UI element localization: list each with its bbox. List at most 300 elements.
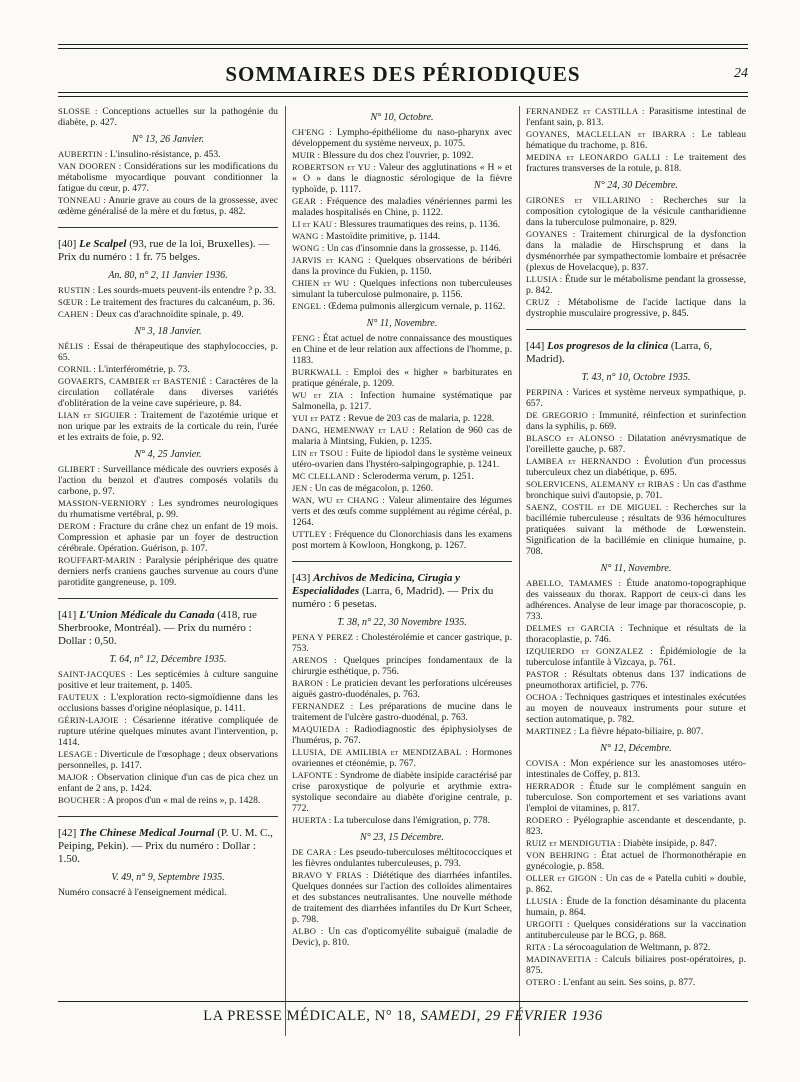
journal-name: The Chinese Medical Journal <box>79 827 215 839</box>
article-author: CHIEN et WU : <box>292 278 356 288</box>
issue-heading: N° 10, Octobre. <box>370 112 434 123</box>
article-title: L'insulino-résistance, p. 453. <box>109 149 221 160</box>
article-title: Parasitisme intestinal de l'enfant sain, p. 813. <box>526 106 746 128</box>
article-entry <box>526 669 746 691</box>
article-title: Les septicémies à culture sanguine positive et leur traitement, p. 1405. <box>58 669 278 691</box>
article-title: Traitement chirurgical de la dysfonction dans la maladie de Hirschsprung et dans la dysménorrhée par sympathectomie lombaire et présacrée (plexus de Hovelacque), p. 837. <box>526 229 746 273</box>
article-entry <box>292 367 512 389</box>
journal-info: (P. U. M. C., Peiping, Pekin). — Prix du numéro : Dollar : 1.50. <box>58 827 273 865</box>
article-entry <box>526 919 746 941</box>
article-author: WU et ZIA : <box>292 390 354 400</box>
article-entry <box>292 219 512 230</box>
article-author: LIAN et SIGUIER : <box>58 410 137 420</box>
article-entry <box>292 255 512 277</box>
article-entry <box>292 231 512 242</box>
article-title: Anurie grave au cours de la grossesse, avec œdème généralisé de la mère et du fœtus, p. 482. <box>58 195 278 217</box>
footer-day: SAMEDI, <box>420 1008 481 1024</box>
journal-number: [44] <box>526 340 545 352</box>
article-author: WANG : <box>292 231 324 241</box>
article-author: MASSION-VERNIORY : <box>58 498 154 508</box>
article-author: GLIBERT : <box>58 464 101 474</box>
article-author: LLUSIA, DE AMILIBIA et MENDIZABAL : <box>292 747 468 757</box>
article-author: RUIZ et MENDIGUTIA : <box>526 838 621 848</box>
journal-heading <box>58 238 278 264</box>
article-title: Un cas d'asthme bronchique suivi d'autopsie, p. 701. <box>526 479 746 501</box>
article-entry <box>292 150 512 161</box>
article-author: SAENZ, COSTIL et DE MIGUEL : <box>526 502 669 512</box>
article-author: RITA : <box>526 942 551 952</box>
article-entry <box>292 655 512 677</box>
article-author: GOVAERTS, CAMBIER et BASTENIÉ : <box>58 376 213 386</box>
article-author: ROUFFART-MARIN : <box>58 555 142 565</box>
article-author: LAMBEA et HERNANDO : <box>526 456 639 466</box>
journal-name: Le Scalpel <box>79 238 127 250</box>
article-title: Les préparations de mucine dans le traitement de l'ulcère gastro-duodénal, p. 763. <box>292 701 512 723</box>
article-entry <box>526 726 746 737</box>
article-entry <box>526 815 746 837</box>
article-entry <box>58 498 278 520</box>
article-author: SOLERVICENS, ALEMANY et RIBAS : <box>526 479 680 489</box>
article-title: Relation de 960 cas de malaria à Mintsing, Fukien, p. 1235. <box>292 425 512 447</box>
section-divider <box>58 598 278 599</box>
article-title: Blessures traumatiques des reins, p. 1136. <box>339 219 501 230</box>
article-entry <box>292 471 512 482</box>
column-3 <box>526 106 746 1036</box>
article-title: Scleroderma verum, p. 1251. <box>362 471 474 482</box>
article-entry <box>292 747 512 769</box>
article-author: BRAVO Y FRIAS : <box>292 870 369 880</box>
article-author: DE GREGORIO : <box>526 410 595 420</box>
article-author: FERNANDEZ et CASTILLA : <box>526 106 645 116</box>
article-title: Mastoïdite primitive, p. 1144. <box>325 231 441 242</box>
issue-heading: N° 24, 30 Décembre. <box>594 180 678 191</box>
article-author: BARON : <box>292 678 329 688</box>
article-entry <box>526 297 746 319</box>
article-title: Conceptions actuelles sur la pathogénie du diabète, p. 427. <box>58 106 278 128</box>
article-entry <box>292 495 512 528</box>
article-author: TONNEAU : <box>58 195 107 205</box>
article-entry <box>58 376 278 409</box>
article-entry <box>58 887 278 898</box>
article-author: LLUSIA : <box>526 274 563 284</box>
article-author: GEAR : <box>292 196 323 206</box>
issue-heading: N° 11, Novembre. <box>366 318 438 329</box>
article-title: Traitement de l'azotémie urique et non urique par les extraits de la corticale du rein, l'urée et les extraits de foie, p. 92. <box>58 410 278 443</box>
article-title: Un cas de « Patella cubiti » double, p. 862. <box>526 873 746 895</box>
article-entry <box>292 632 512 654</box>
article-title: Observation clinique d'un cas de pica chez un enfant de 2 ans, p. 1424. <box>58 772 278 794</box>
article-title: Les pseudo-tuberculoses méltitococciques et les fièvres ondulantes tuberculeuses, p. 793. <box>292 847 512 869</box>
article-title: Le tableau hématique du trachome, p. 816. <box>526 129 746 151</box>
footer-issue: N° 18, <box>374 1008 417 1024</box>
article-entry <box>58 772 278 794</box>
issue-heading: V. 49, n° 9, Septembre 1935. <box>111 872 225 883</box>
journal-name: L'Union Médicale du Canada <box>79 609 215 621</box>
journal-number: [41] <box>58 609 77 621</box>
article-entry <box>526 942 746 953</box>
article-title: Syndrome de diabète insipide caractérisé par crise paroxystique de polyurie et arythmie extra-systolique secondaire au diabète d'origine centrale, p. 772. <box>292 770 512 814</box>
article-author: CAHEN : <box>58 309 94 319</box>
article-title: Valeur alimentaire des légumes verts et des œufs comme supplément au régime céréal, p. 1264. <box>292 495 512 528</box>
article-author: LAFONTE : <box>292 770 338 780</box>
article-title: Emploi des « higher » barbiturates en pratique générale, p. 1209. <box>292 367 512 389</box>
article-title: Le praticien devant les perforations ulcéreuses aiguës gastro-duodénales, p. 763. <box>292 678 512 700</box>
article-entry <box>526 229 746 273</box>
article-author: LIN et TSOU : <box>292 448 349 458</box>
article-entry <box>292 243 512 254</box>
article-title: Étude sur le complément sanguin en tuberculose. Son comportement et ses variations avant l'emploi de vitamines, p. 817. <box>526 781 746 814</box>
article-author: MAJOR : <box>58 772 94 782</box>
journal-heading <box>58 827 278 866</box>
article-author: LESAGE : <box>58 749 98 759</box>
article-author: DEROM : <box>58 521 96 531</box>
article-author: SŒUR : <box>58 297 89 307</box>
article-entry <box>292 770 512 814</box>
article-entry <box>292 815 512 826</box>
article-entry <box>526 106 746 128</box>
issue-heading: N° 12, Décembre. <box>600 743 672 754</box>
article-author: VON BEHRING : <box>526 850 597 860</box>
article-title: Infection humaine systématique par Salmonella, p. 1217. <box>292 390 512 412</box>
article-author: LI et KAU : <box>292 219 338 229</box>
article-entry <box>58 715 278 748</box>
article-author: UTTLEY : <box>292 529 332 539</box>
article-author: CH'ENG : <box>292 127 332 137</box>
article-title: Les syndromes neurologiques du rhumatisme vertébral, p. 99. <box>58 498 278 520</box>
article-author: HUERTA : <box>292 815 332 825</box>
article-author: WAN, WU et CHANG : <box>292 495 385 505</box>
article-title: Revue de 203 cas de malaria, p. 1228. <box>348 413 495 424</box>
article-entry <box>58 285 278 296</box>
article-title: Caractères de la circulation collatérale dans diverses variétés d'oblitération de la veine cave supérieure, p. 84. <box>58 376 278 409</box>
article-author: MEDINA et LEONARDO GALLI : <box>526 152 669 162</box>
article-title: Calculs biliaires post-opératoires, p. 875. <box>526 954 746 976</box>
article-author: FENG : <box>292 333 321 343</box>
article-entry <box>58 309 278 320</box>
article-author: PENA Y PEREZ : <box>292 632 359 642</box>
article-author: CORNIL : <box>58 364 96 374</box>
journal-info: (418, rue Sherbrooke, Montréal). — Prix du numéro : Dollar : 0,50. <box>58 609 257 647</box>
journal-info: (Larra, 6, Madrid). <box>526 340 713 365</box>
article-author: VAN DOOREN : <box>58 161 122 171</box>
article-entry <box>292 162 512 195</box>
article-title: A propos d'un « mal de reins », p. 1428. <box>107 795 261 806</box>
article-author: BLASCO et ALONSO : <box>526 433 623 443</box>
article-title: Cholestérolémie et cancer gastrique, p. 753. <box>292 632 512 654</box>
article-entry <box>58 521 278 554</box>
article-author: LLUSIA : <box>526 896 564 906</box>
article-title: Les sourds-muets peuvent-ils entendre ? p. 33. <box>97 285 277 296</box>
article-title: Valeur des agglutinations « H » et « O » dans le diagnostic sérologique de la fièvre typhoïde, p. 1117. <box>292 162 512 195</box>
article-entry <box>58 410 278 443</box>
article-author: CRUZ : <box>526 297 561 307</box>
issue-heading: T. 64, n° 12, Décembre 1935. <box>109 654 227 665</box>
article-title: Étude sur le métabolisme pendant la grossesse, p. 842. <box>526 274 746 296</box>
article-entry <box>292 196 512 218</box>
article-title: Étude de la fonction désaminante du placenta humain, p. 864. <box>526 896 746 918</box>
article-title: Dilatation anévrysmatique de l'oreillette gauche, p. 687. <box>526 433 746 455</box>
article-title: Numéro consacré à l'enseignement médical. <box>58 887 227 898</box>
article-author: DELMES et GARCIA : <box>526 623 623 633</box>
issue-heading: N° 13, 26 Janvier. <box>131 134 205 145</box>
article-title: Diététique des diarrhées infantiles. Quelques données sur l'action des colloïdes alimentaires et des substances neutralisantes. Une nouvelle méthode de traitement des diarrhées infantiles du Dr Kurt Scheer, p. 798. <box>292 870 512 925</box>
article-entry <box>292 483 512 494</box>
journal-name: Los progresos de la clinica <box>547 340 669 352</box>
article-entry <box>58 749 278 771</box>
article-title: La tuberculose dans l'émigration, p. 778. <box>333 815 490 826</box>
article-author: ALBO : <box>292 926 324 936</box>
article-author: HERRADOR : <box>526 781 584 791</box>
footer-journal: LA PRESSE MÉDICALE, <box>203 1008 371 1024</box>
article-author: MARTINEZ : <box>526 726 577 736</box>
article-title: Essai de thérapeutique des staphylococcies, p. 65. <box>58 341 278 363</box>
article-author: AUBERTIN : <box>58 149 108 159</box>
article-title: Techniques gastriques et intestinales exécutées au moyen de nouveaux instruments pour suture et section automatique, p. 782. <box>526 692 746 725</box>
header-bottom-rule <box>58 92 748 97</box>
article-entry <box>526 456 746 478</box>
article-author: FAUTEUX : <box>58 692 107 702</box>
issue-heading: N° 11, Novembre. <box>600 563 672 574</box>
issue-heading: T. 38, n° 22, 30 Novembre 1935. <box>337 617 467 628</box>
article-author: WONG : <box>292 243 325 253</box>
article-title: Le traitement des fractures du calcanéum, p. 36. <box>90 297 275 308</box>
article-entry <box>292 301 512 312</box>
article-title: Surveillance médicale des ouvriers exposés à l'action du benzol et d'autres composés volatils du carbone, p. 97. <box>58 464 278 497</box>
columns <box>58 106 748 1036</box>
article-entry <box>58 692 278 714</box>
issue-heading: T. 43, n° 10, Octobre 1935. <box>581 372 691 383</box>
article-author: ABELLO, TAMAMES : <box>526 578 621 588</box>
article-entry <box>526 433 746 455</box>
article-entry <box>526 387 746 409</box>
article-entry <box>526 692 746 725</box>
article-author: NÉLIS : <box>58 341 90 351</box>
column-2 <box>292 106 512 1036</box>
article-title: Paralysie périphérique des quatre derniers nerfs craniens gauches survenue au cours d'une parotidite gangreneuse, p. 109. <box>58 555 278 588</box>
article-entry <box>526 578 746 622</box>
article-entry <box>526 152 746 174</box>
page-title: SOMMAIRES DES PÉRIODIQUES <box>225 62 581 86</box>
footer <box>58 1008 748 1025</box>
article-author: COVISA : <box>526 758 566 768</box>
article-title: Technique et résultats de la thoracoplastie, p. 746. <box>526 623 746 645</box>
article-entry <box>292 448 512 470</box>
article-title: L'enfant au sein. Ses soins, p. 877. <box>563 977 696 988</box>
article-title: Quelques infections non tuberculeuses simulant la tuberculose pulmonaire, p. 1156. <box>292 278 512 300</box>
article-entry <box>526 838 746 849</box>
journal-number: [40] <box>58 238 77 250</box>
article-entry <box>526 758 746 780</box>
article-entry <box>292 529 512 551</box>
article-entry <box>526 896 746 918</box>
article-author: URGOITI : <box>526 919 570 929</box>
article-title: Lympho-épithéliome du naso-pharynx avec développement du système nerveux, p. 1075. <box>292 127 512 149</box>
issue-heading: N° 4, 25 Janvier. <box>134 449 202 460</box>
article-entry <box>526 479 746 501</box>
article-entry <box>526 623 746 645</box>
article-author: DE CARA : <box>292 847 337 857</box>
article-author: FERNANDEZ : <box>292 701 354 711</box>
article-entry <box>526 502 746 557</box>
article-entry <box>292 278 512 300</box>
article-author: GIRONES et VILLARINO : <box>526 195 654 205</box>
article-author: JARVIS et KANG : <box>292 255 371 265</box>
article-author: OCHOA : <box>526 692 563 702</box>
article-entry <box>526 646 746 668</box>
header <box>58 52 748 92</box>
footer-rule <box>58 1001 748 1002</box>
article-entry <box>292 390 512 412</box>
article-author: MUIR : <box>292 150 321 160</box>
header-top-rule <box>58 44 748 49</box>
column-divider <box>285 106 286 1036</box>
section-divider <box>292 561 512 562</box>
issue-heading: N° 23, 15 Décembre. <box>360 832 444 843</box>
article-author: OTERO : <box>526 977 561 987</box>
article-entry <box>526 410 746 432</box>
article-entry <box>526 781 746 814</box>
journal-number: [43] <box>292 572 311 584</box>
article-author: OLLER et GIGON : <box>526 873 603 883</box>
article-title: Un cas d'insomnie dans la grossesse, p. 1146. <box>326 243 501 254</box>
journal-heading <box>526 340 746 366</box>
journal-info: (93, rue de la loi, Bruxelles). — Prix du numéro : 1 fr. 75 belges. <box>58 238 270 263</box>
article-title: Métabolisme de l'acide lactique dans la dystrophie musculaire progressive, p. 845. <box>526 297 746 319</box>
article-entry <box>58 195 278 217</box>
article-title: Quelques considérations sur la vaccination antituberculeuse par le BCG, p. 868. <box>526 919 746 941</box>
article-title: Varices et système nerveux sympathique, p. 657. <box>526 387 746 409</box>
article-entry <box>292 413 512 424</box>
article-author: JEN : <box>292 483 313 493</box>
article-entry <box>292 425 512 447</box>
article-entry <box>526 195 746 228</box>
article-author: YUI et PATZ : <box>292 413 346 423</box>
article-title: Épidémiologie de la tuberculose infantile à Vizcaya, p. 761. <box>526 646 746 668</box>
article-entry <box>292 724 512 746</box>
article-title: Évolution d'un processus tuberculeux chez un diabétique, p. 695. <box>526 456 746 478</box>
article-entry <box>58 297 278 308</box>
article-title: Diverticule de l'œsophage ; deux observations personnelles, p. 1417. <box>58 749 278 771</box>
article-title: Un cas de mégacolon, p. 1260. <box>314 483 434 494</box>
article-entry <box>292 870 512 925</box>
article-title: Deux cas d'arachnoïdite spinale, p. 49. <box>95 309 244 320</box>
article-entry <box>526 977 746 988</box>
article-title: Étude anatomo-topographique des vaisseaux du thorax. Rapport de ceux-ci dans les adhérences. Analyse de leur image par thoracoscopie, p. 733. <box>526 578 746 622</box>
article-author: SAINT-JACQUES : <box>58 669 133 679</box>
article-entry <box>292 333 512 366</box>
article-title: Fréquence du Clonorchiasis dans les examens post mortem à Kowloon, Hongkong, p. 1267. <box>292 529 512 551</box>
article-title: Mon expérience sur les anastomoses utéro-intestinales de Coffey, p. 813. <box>526 758 746 780</box>
article-entry <box>58 364 278 375</box>
page-number: 24 <box>734 66 748 81</box>
article-title: La fièvre hépato-biliaire, p. 807. <box>578 726 704 737</box>
article-entry <box>58 149 278 160</box>
article-entry <box>292 678 512 700</box>
section-divider <box>58 227 278 228</box>
article-author: BOUCHER : <box>58 795 106 805</box>
article-title: Quelques principes fondamentaux de la chirurgie esthétique, p. 756. <box>292 655 512 677</box>
article-entry <box>58 161 278 194</box>
article-title: Pyélographie ascendante et descendante, p. 823. <box>526 815 746 837</box>
article-title: Hormones ovariennes et ctéonémie, p. 767. <box>292 747 512 769</box>
page <box>58 44 748 988</box>
article-entry <box>58 669 278 691</box>
article-author: SLOSSE : <box>58 106 98 116</box>
article-author: ARENOS : <box>292 655 337 665</box>
article-title: Œdema pulmonis allergicum vernale, p. 1162. <box>328 301 506 312</box>
article-author: IZQUIERDO et GONZALEZ : <box>526 646 653 656</box>
article-entry <box>526 274 746 296</box>
article-title: Le traitement des fractures transverses de la rotule, p. 818. <box>526 152 746 174</box>
article-title: Immunité, réinfection et surinfection dans la syphilis, p. 669. <box>526 410 746 432</box>
article-author: MADINAVEITIA : <box>526 954 598 964</box>
article-title: La sérocoagulation de Weltmann, p. 872. <box>553 942 711 953</box>
journal-name: Archivos de Medicina, Cirugia y Especialidades <box>292 572 461 597</box>
article-title: Césarienne itérative compliquée de rupture utérine quelques minutes avant l'intervention, p. 1414. <box>58 715 278 748</box>
article-title: État actuel de l'hormonothérapie en gynécologie, p. 858. <box>526 850 746 872</box>
column-divider <box>519 106 520 1036</box>
journal-heading <box>292 572 512 611</box>
article-author: RUSTIN : <box>58 285 96 295</box>
article-title: L'exploration recto-sigmoïdienne dans les occlusions basses d'origine néoplasique, p. 1411. <box>58 692 278 714</box>
article-author: MC CLELLAND : <box>292 471 361 481</box>
article-author: GOYANES, MACLELLAN et IBARRA : <box>526 129 695 139</box>
article-title: Fracture du crâne chez un enfant de 19 mois. Compression et aphasie par un foyer de destruction cérébrale. Opération. Guérison, p. 107. <box>58 521 278 554</box>
article-author: GÉRIN-LAJOIE : <box>58 715 127 725</box>
article-entry <box>526 954 746 976</box>
article-entry <box>58 464 278 497</box>
section-divider <box>58 816 278 817</box>
article-title: Fréquence des maladies vénériennes parmi les malades hospitalisés en Chine, p. 1122. <box>292 196 512 218</box>
article-entry <box>58 555 278 588</box>
article-title: L'interférométrie, p. 73. <box>98 364 190 375</box>
article-author: DANG, HEMENWAY et LAU : <box>292 425 415 435</box>
article-title: Quelques observations de béribéri dans la province du Fukien, p. 1150. <box>292 255 512 277</box>
issue-heading: N° 3, 18 Janvier. <box>134 326 202 337</box>
article-title: État actuel de notre connaissance des moustiques en Chine et de leur relation aux affections de l'homme, p. 1183. <box>292 333 512 366</box>
article-author: ENGEL : <box>292 301 326 311</box>
article-title: Considérations sur les modifications du métabolisme myocardique pouvant conditionner la fatigue du cœur, p. 477. <box>58 161 278 194</box>
article-entry <box>526 850 746 872</box>
article-entry <box>292 701 512 723</box>
article-entry <box>58 341 278 363</box>
article-author: MAQUIEDA : <box>292 724 349 734</box>
article-title: Diabète insipide, p. 847. <box>623 838 717 849</box>
article-title: Blessure du dos chez l'ouvrier, p. 1092. <box>322 150 474 161</box>
article-author: GOYANES : <box>526 229 576 239</box>
article-entry <box>58 106 278 128</box>
article-title: Recherches sur la composition cytologique de la vésicule cantharidienne dans la tuberculose pulmonaire, p. 829. <box>526 195 746 228</box>
journal-number: [42] <box>58 827 77 839</box>
article-author: ROBERTSON et YU : <box>292 162 376 172</box>
article-author: PERPINA : <box>526 387 569 397</box>
article-title: Résultats obtenus dans 137 indications de pneumothorax artificiel, p. 776. <box>526 669 746 691</box>
article-entry <box>526 873 746 895</box>
section-divider <box>526 329 746 330</box>
article-title: Radiodiagnostic des épiphysiolyses de l'humérus, p. 767. <box>292 724 512 746</box>
footer-date: 29 FÉVRIER 1936 <box>485 1008 603 1024</box>
issue-heading: An. 80, n° 2, 11 Janvier 1936. <box>108 270 228 281</box>
article-title: Recherches sur la bacillémie tuberculeuse ; résultats de 936 hémocultures pratiquées suivant la méthode de Lœwenstein. Signification de la bacillémie en clinique humaine, p. 708. <box>526 502 746 557</box>
article-title: Fuite de lipiodol dans le système veineux utéro-ovarien dans l'hystéro-salpingographie, p. 1241. <box>292 448 512 470</box>
article-author: PASTOR : <box>526 669 567 679</box>
journal-info: (Larra, 6, Madrid). — Prix du numéro : 6 pesetas. <box>292 585 494 610</box>
column-1 <box>58 106 278 1036</box>
article-author: RODERO : <box>526 815 570 825</box>
article-entry <box>526 129 746 151</box>
article-entry <box>58 795 278 806</box>
article-entry <box>292 847 512 869</box>
